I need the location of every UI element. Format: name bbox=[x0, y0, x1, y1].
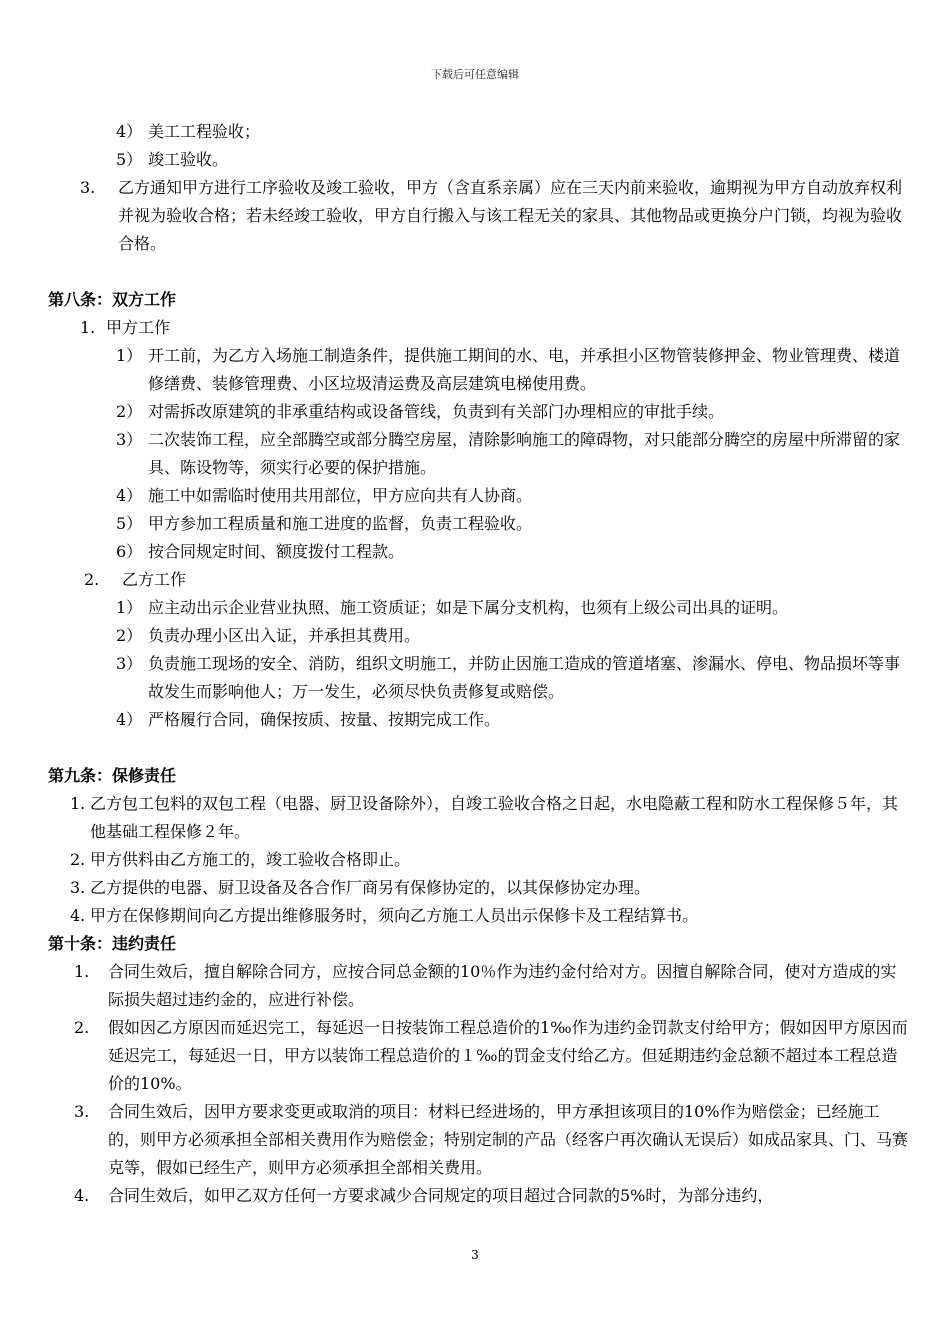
list-item bbox=[48, 790, 908, 846]
item-text: 甲方参加工程质量和施工进度的监督，负责工程验收。 bbox=[148, 514, 533, 533]
item-text: 乙方包工包料的双包工程（电器、厨卫设备除外），自竣工验收合格之日起，水电隐蔽工程和防水工程保修５年，其他基础工程保修２年。 bbox=[90, 794, 899, 841]
list-item bbox=[48, 146, 908, 174]
page-header: 下载后可任意编辑 bbox=[431, 68, 519, 81]
item-number: 1） bbox=[116, 598, 143, 617]
item-number: 4. bbox=[70, 906, 86, 925]
list-item bbox=[48, 174, 908, 258]
item-text: 合同生效后，擅自解除合同方，应按合同总金额的10％作为违约金付给对方。因擅自解除合同，使对方造成的实际损失超过违约金的，应进行补偿。 bbox=[108, 962, 897, 1009]
subsection-number: 2. bbox=[84, 570, 100, 589]
subsection-number: 1. bbox=[80, 318, 96, 337]
item-number: 1. bbox=[70, 794, 86, 813]
item-number: 2） bbox=[116, 626, 143, 645]
item-text: 合同生效后，如甲乙双方任何一方要求减少合同规定的项目超过合同款的5%时，为部分违约， bbox=[108, 1186, 774, 1205]
item-number: 3. bbox=[80, 178, 96, 197]
document-body bbox=[48, 118, 908, 1210]
item-number: 5） bbox=[116, 150, 143, 169]
list-item bbox=[48, 538, 908, 566]
item-number: 2. bbox=[74, 1018, 90, 1037]
item-text: 竣工验收。 bbox=[148, 150, 229, 169]
item-text: 乙方提供的电器、厨卫设备及各合作厂商另有保修协定的，以其保修协定办理。 bbox=[90, 878, 651, 897]
list-item bbox=[48, 594, 908, 622]
section-heading: 第九条：保修责任 bbox=[48, 766, 177, 785]
list-item bbox=[48, 342, 908, 398]
item-text: 开工前，为乙方入场施工制造条件，提供施工期间的水、电，并承担小区物管装修押金、物业管理费、楼道修缮费、装修管理费、小区垃圾清运费及高层建筑电梯使用费。 bbox=[148, 346, 901, 393]
item-text: 美工工程验收； bbox=[148, 122, 261, 141]
item-number: 2. bbox=[70, 850, 86, 869]
item-text: 负责施工现场的安全、消防，组织文明施工，并防止因施工造成的管道堵塞、渗漏水、停电、物品损坏等事故发生而影响他人；万一发生，必须尽快负责修复或赔偿。 bbox=[148, 654, 901, 701]
item-number: 1） bbox=[116, 346, 143, 365]
item-text: 合同生效后，因甲方要求变更或取消的项目：材料已经进场的，甲方承担该项目的10%作为赔偿金；已经施工的，则甲方必须承担全部相关费用作为赔偿金；特别定制的产品（经客户再次确认无误后）如成品家具、门、马赛克等，假如已经生产，则甲方必须承担全部相关费用。 bbox=[108, 1102, 909, 1177]
item-text: 应主动出示企业营业执照、施工资质证；如是下属分支机构，也须有上级公司出具的证明。 bbox=[148, 598, 789, 617]
item-text: 甲方在保修期间向乙方提出维修服务时，须向乙方施工人员出示保修卡及工程结算书。 bbox=[90, 906, 699, 925]
subsection-label: 乙方工作 bbox=[122, 570, 187, 589]
list-item bbox=[48, 958, 908, 1014]
list-item bbox=[48, 1182, 908, 1210]
item-number: 2） bbox=[116, 402, 143, 421]
subsection-heading bbox=[48, 566, 908, 594]
item-number: 3） bbox=[116, 654, 143, 673]
list-item bbox=[48, 398, 908, 426]
list-item bbox=[48, 1098, 908, 1182]
item-number: 3. bbox=[70, 878, 86, 897]
item-number: 4. bbox=[74, 1186, 90, 1205]
list-item bbox=[48, 902, 908, 930]
subsection-heading bbox=[48, 314, 908, 342]
list-item bbox=[48, 510, 908, 538]
item-number: 6） bbox=[116, 542, 143, 561]
item-text: 乙方通知甲方进行工序验收及竣工验收，甲方（含直系亲属）应在三天内前来验收，逾期视为甲方自动放弃权利并视为验收合格；若未经竣工验收，甲方自行搬入与该工程无关的家具、其他物品或更换分户门锁，均视为验收合格。 bbox=[118, 178, 903, 253]
item-text: 严格履行合同，确保按质、按量、按期完成工作。 bbox=[148, 710, 501, 729]
list-item bbox=[48, 622, 908, 650]
item-number: 3. bbox=[74, 1102, 90, 1121]
item-number: 4） bbox=[116, 486, 143, 505]
list-item bbox=[48, 874, 908, 902]
list-item bbox=[48, 706, 908, 734]
section-heading: 第十条：违约责任 bbox=[48, 934, 177, 953]
item-number: 1. bbox=[74, 962, 90, 981]
item-number: 3） bbox=[116, 430, 143, 449]
item-text: 按合同规定时间、额度拨付工程款。 bbox=[148, 542, 405, 561]
item-text: 施工中如需临时使用共用部位，甲方应向共有人协商。 bbox=[148, 486, 533, 505]
list-item bbox=[48, 426, 908, 482]
list-item bbox=[48, 650, 908, 706]
item-number: 4） bbox=[116, 710, 143, 729]
list-item bbox=[48, 1014, 908, 1098]
list-item bbox=[48, 118, 908, 146]
section-heading: 第八条：双方工作 bbox=[48, 290, 177, 309]
list-item bbox=[48, 846, 908, 874]
item-text: 对需拆改原建筑的非承重结构或设备管线，负责到有关部门办理相应的审批手续。 bbox=[148, 402, 725, 421]
item-text: 负责办理小区出入证，并承担其费用。 bbox=[148, 626, 421, 645]
item-number: 4） bbox=[116, 122, 143, 141]
page-number: 3 bbox=[471, 1248, 479, 1262]
subsection-label: 甲方工作 bbox=[106, 318, 171, 337]
list-item bbox=[48, 482, 908, 510]
item-number: 5） bbox=[116, 514, 143, 533]
item-text: 二次装饰工程，应全部腾空或部分腾空房屋，清除影响施工的障碍物，对只能部分腾空的房屋中所滞留的家具、陈设物等，须实行必要的保护措施。 bbox=[148, 430, 901, 477]
item-text: 假如因乙方原因而延迟完工，每延迟一日按装饰工程总造价的1‰作为违约金罚款支付给甲方；假如因甲方原因而延迟完工，每延迟一日，甲方以装饰工程总造价的１‰的罚金支付给乙方。但延期违约金总额不超过本工程总造价的10%。 bbox=[108, 1018, 908, 1093]
item-text: 甲方供料由乙方施工的，竣工验收合格即止。 bbox=[90, 850, 411, 869]
